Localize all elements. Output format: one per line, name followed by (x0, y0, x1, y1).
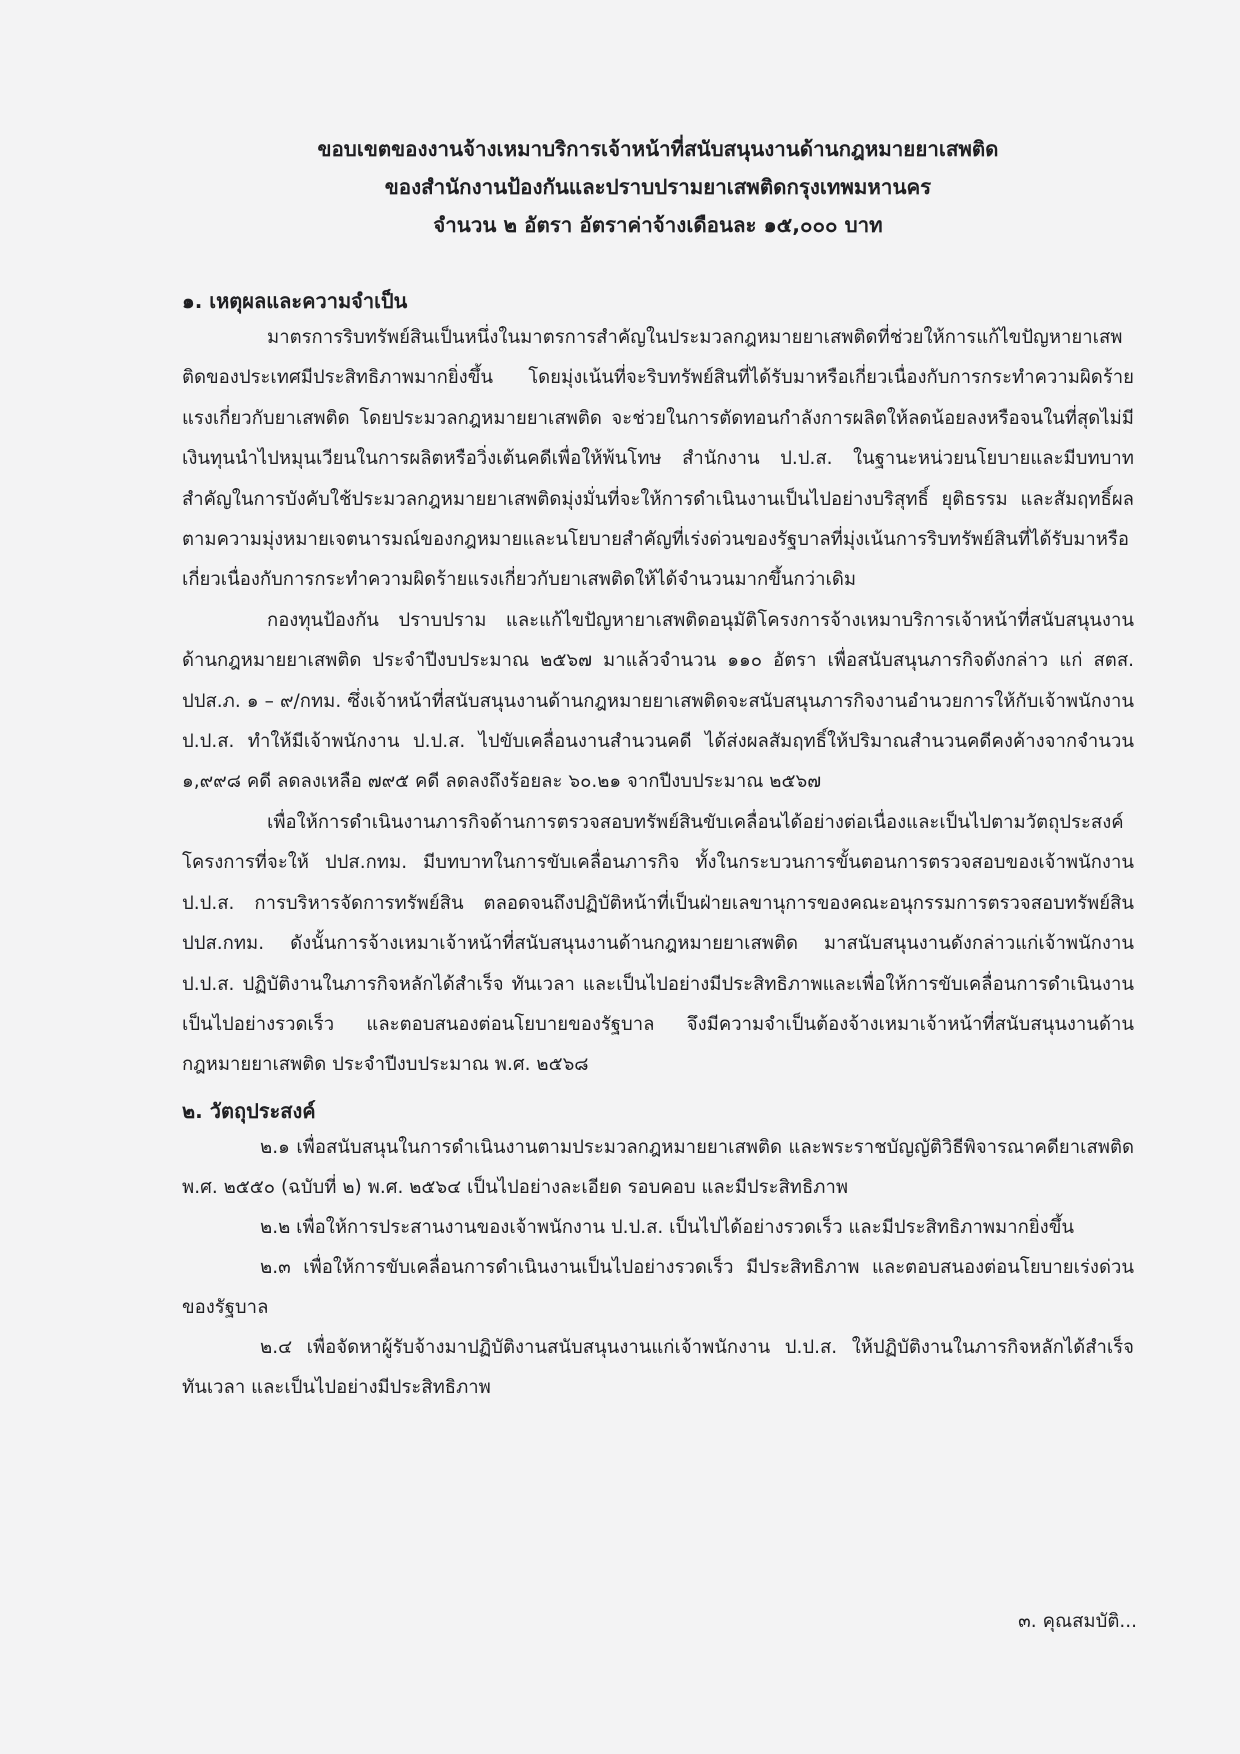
section-1-paragraph: กองทุนป้องกัน ปราบปราม และแก้ไขปัญหายาเสพติดอนุมัติโครงการจ้างเหมาบริการเจ้าหน้าที่สนับสนุนงานด้านกฎหมายยาเสพติด ประจำปีงบประมาณ ๒๕๖๗ มาแล้วจำนวน ๑๑๐ อัตรา เพื่อสนับสนุนภารกิจดังกล่าว แก่ สตส. ปปส.ภ. ๑ – ๙/กทม. ซึ่งเจ้าหน้าที่สนับสนุนงานด้านกฎหมายยาเสพติดจะสนับสนุนภารกิจงานอำนวยการให้กับเจ้าพนักงาน ป.ป.ส. ทำให้มีเจ้าพนักงาน ป.ป.ส. ไปขับเคลื่อนงานสำนวนคดี ได้ส่งผลสัมฤทธิ์ให้ปริมาณสำนวนคดีคงค้างจากจำนวน ๑,๙๙๘ คดี ลดลงเหลือ ๗๙๕ คดี ลดลงถึงร้อยละ ๖๐.๒๑ จากปีงบประมาณ ๒๕๖๗ (182, 609, 1134, 793)
section-1-body (182, 318, 1134, 1086)
section-2-heading: ๒. วัตถุประสงค์ (182, 1098, 316, 1123)
objective-item: ๒.๔ เพื่อจัดหาผู้รับจ้างมาปฏิบัติงานสนับสนุนงานแก่เจ้าพนักงาน ป.ป.ส. ให้ปฏิบัติงานในภารกิจหลักได้สำเร็จ ทันเวลา และเป็นไปอย่างมีประสิทธิภาพ (182, 1336, 1134, 1398)
title-line-3: จำนวน ๒ อัตรา อัตราค่าจ้างเดือนละ ๑๕,๐๐๐ บาท (433, 213, 883, 237)
continuation-note: ๓. คุณสมบัติ... (1018, 1611, 1137, 1632)
document-title (182, 130, 1134, 244)
objective-item: ๒.๑ เพื่อสนับสนุนในการดำเนินงานตามประมวลกฎหมายยาเสพติด และพระราชบัญญัติวิธีพิจารณาคดียาเสพติด พ.ศ. ๒๕๕๐ (ฉบับที่ ๒) พ.ศ. ๒๕๖๔ เป็นไปอย่างละเอียด รอบคอบ และมีประสิทธิภาพ (182, 1136, 1134, 1198)
section-1-paragraph: มาตรการริบทรัพย์สินเป็นหนึ่งในมาตรการสำคัญในประมวลกฎหมายยาเสพติดที่ช่วยให้การแก้ไขปัญหายาเสพติดของประเทศมีประสิทธิภาพมากยิ่งขึ้น โดยมุ่งเน้นที่จะริบทรัพย์สินที่ได้รับมาหรือเกี่ยวเนื่องกับการกระทำความผิดร้ายแรงเกี่ยวกับยาเสพติด โดยประมวลกฎหมายยาเสพติด จะช่วยในการตัดทอนกำลังการผลิตให้ลดน้อยลงหรือจนในที่สุดไม่มีเงินทุนนำไปหมุนเวียนในการผลิตหรือวิ่งเต้นคดีเพื่อให้พ้นโทษ สำนักงาน ป.ป.ส. ในฐานะหน่วยนโยบายและมีบทบาทสำคัญในการบังคับใช้ประมวลกฎหมายยาเสพติดมุ่งมั่นที่จะให้การดำเนินงานเป็นไปอย่างบริสุทธิ์ ยุติธรรม และสัมฤทธิ์ผลตามความมุ่งหมายเจตนารมณ์ของกฎหมายและนโยบายสำคัญที่เร่งด่วนของรัฐบาลที่มุ่งเน้นการริบทรัพย์สินที่ได้รับมาหรือเกี่ยวเนื่องกับการกระทำความผิดร้ายแรงเกี่ยวกับยาเสพติดให้ได้จำนวนมากขึ้นกว่าเดิม (182, 327, 1134, 591)
section-1-heading: ๑. เหตุผลและความจำเป็น (182, 289, 408, 313)
title-line-1: ขอบเขตของงานจ้างเหมาบริการเจ้าหน้าที่สนับสนุนงานด้านกฎหมายยาเสพติด (317, 137, 999, 161)
title-line-2: ของสำนักงานป้องกันและปราบปรามยาเสพติดกรุงเทพมหานคร (384, 175, 932, 199)
objective-item: ๒.๓ เพื่อให้การขับเคลื่อนการดำเนินงานเป็นไปอย่างรวดเร็ว มีประสิทธิภาพ และตอบสนองต่อนโยบายเร่งด่วนของรัฐบาล (182, 1256, 1134, 1318)
section-2-body (182, 1128, 1134, 1408)
section-1-paragraph: เพื่อให้การดำเนินงานภารกิจด้านการตรวจสอบทรัพย์สินขับเคลื่อนได้อย่างต่อเนื่องและเป็นไปตามวัตถุประสงค์โครงการที่จะให้ ปปส.กทม. มีบทบาทในการขับเคลื่อนภารกิจ ทั้งในกระบวนการขั้นตอนการตรวจสอบของเจ้าพนักงาน ป.ป.ส. การบริหารจัดการทรัพย์สิน ตลอดจนถึงปฏิบัติหน้าที่เป็นฝ่ายเลขานุการของคณะอนุกรรมการตรวจสอบทรัพย์สิน ปปส.กทม. ดังนั้นการจ้างเหมาเจ้าหน้าที่สนับสนุนงานด้านกฎหมายยาเสพติด มาสนับสนุนงานดังกล่าวแก่เจ้าพนักงาน ป.ป.ส. ปฏิบัติงานในภารกิจหลักได้สำเร็จ ทันเวลา และเป็นไปอย่างมีประสิทธิภาพและเพื่อให้การขับเคลื่อนการดำเนินงานเป็นไปอย่างรวดเร็ว และตอบสนองต่อนโยบายของรัฐบาล จึงมีความจำเป็นต้องจ้างเหมาเจ้าหน้าที่สนับสนุนงานด้านกฎหมายยาเสพติด ประจำปีงบประมาณ พ.ศ. ๒๕๖๘ (182, 811, 1134, 1076)
objective-item: ๒.๒ เพื่อให้การประสานงานของเจ้าพนักงาน ป.ป.ส. เป็นไปได้อย่างรวดเร็ว และมีประสิทธิภาพมากยิ่งขึ้น (260, 1216, 1075, 1238)
